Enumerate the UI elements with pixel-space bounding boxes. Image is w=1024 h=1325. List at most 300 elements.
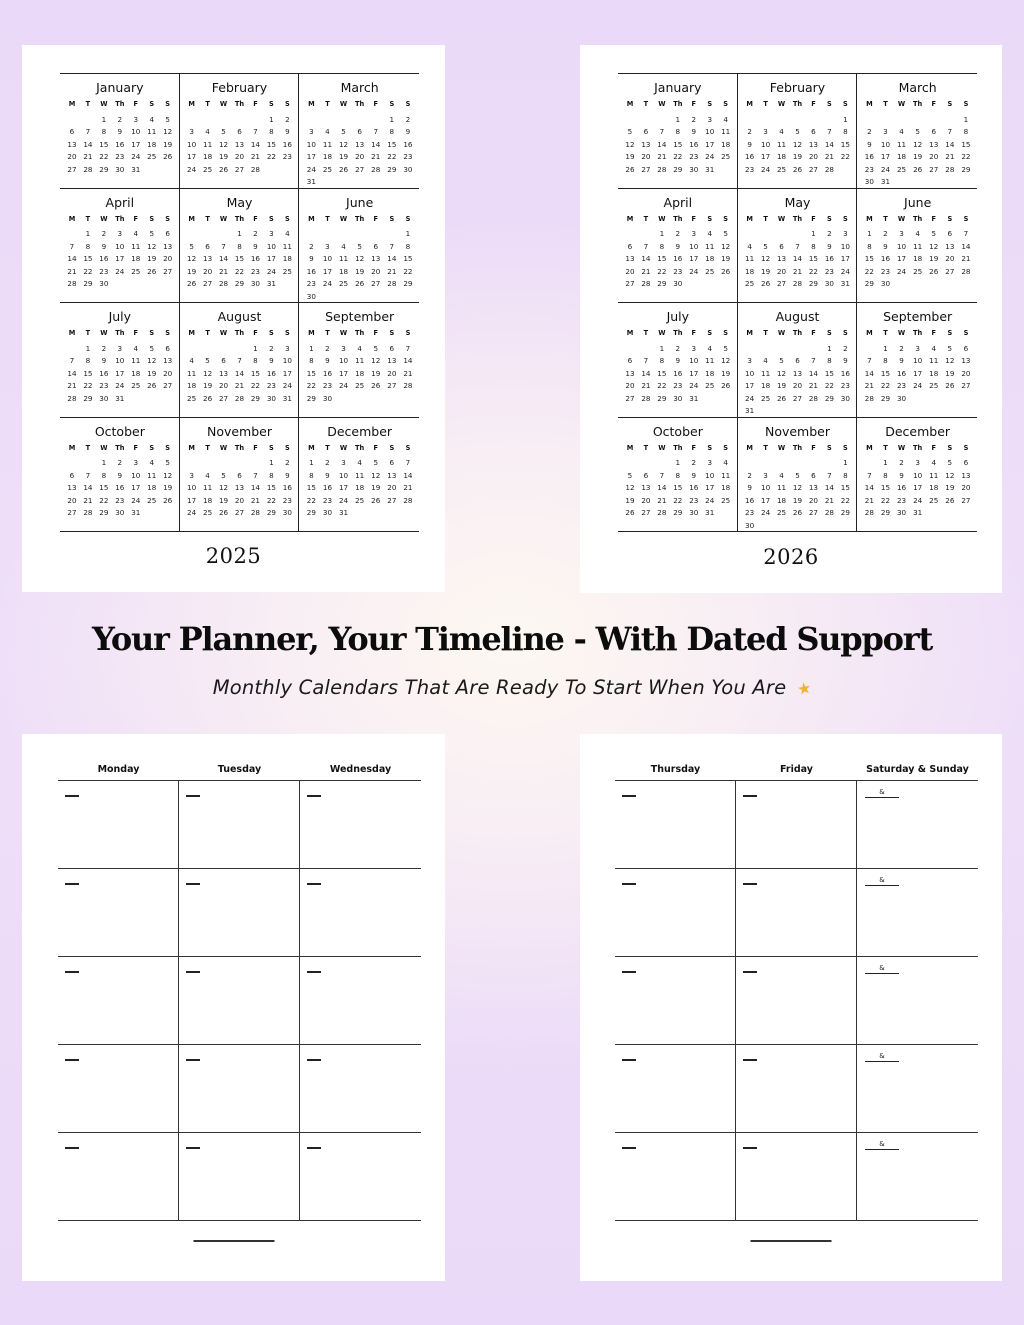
day-number: 12 [371, 356, 381, 365]
month-day-grid [303, 100, 416, 187]
day-number: 17 [705, 483, 715, 492]
day-number: 24 [840, 266, 850, 276]
day-number: 25 [761, 393, 771, 403]
day-number: 4 [285, 229, 290, 238]
day-number: 6 [627, 241, 633, 251]
day-box[interactable] [300, 781, 421, 868]
year-label: 2025 [205, 544, 262, 568]
weekday-abbrev: S [165, 214, 171, 223]
day-number: 20 [163, 368, 173, 378]
day-number: 23 [864, 164, 874, 174]
day-number: 12 [929, 241, 939, 251]
day-number: 28 [83, 164, 93, 174]
day-box[interactable] [300, 957, 421, 1044]
day-number: 28 [792, 279, 803, 288]
day-number: 2 [269, 343, 274, 353]
month-day-grid [861, 100, 974, 187]
day-number: 22 [99, 495, 109, 505]
week-rows [58, 781, 421, 1221]
day-box[interactable] [179, 1133, 300, 1220]
month-april [618, 189, 738, 304]
day-number: 20 [961, 368, 971, 378]
weekend-date-blank: & [865, 1052, 899, 1062]
day-number: 1 [237, 229, 242, 238]
day-number: 9 [101, 241, 107, 251]
day-box[interactable] [179, 957, 300, 1044]
day-number: 9 [747, 139, 752, 149]
day-number: 2 [253, 229, 258, 238]
month-august [738, 303, 858, 418]
empty-day [200, 114, 216, 125]
day-number: 14 [824, 139, 834, 149]
day-box[interactable] [736, 869, 857, 956]
weekend-date-blank: & [865, 1140, 899, 1150]
day-number: 21 [792, 266, 803, 276]
day-number: 24 [131, 495, 141, 505]
day-number: 29 [961, 164, 971, 174]
empty-day [821, 457, 837, 468]
day-number: 14 [403, 470, 413, 480]
day-number: 16 [864, 152, 874, 161]
day-box[interactable] [58, 1133, 179, 1220]
date-blank [743, 795, 757, 797]
day-number: 19 [929, 254, 939, 263]
date-blank [186, 795, 200, 797]
day-box[interactable] [736, 957, 857, 1044]
empty-day [232, 343, 248, 354]
day-number: 8 [309, 356, 314, 365]
weekday-abbrev: Th [673, 329, 683, 337]
day-number: 21 [657, 495, 667, 505]
day-number: 15 [99, 139, 109, 149]
weekday-abbrev: F [133, 329, 139, 337]
weekday-abbrev: W [777, 329, 786, 337]
empty-day [861, 343, 877, 354]
day-number: 10 [115, 241, 125, 251]
day-number: 2 [325, 458, 330, 467]
month-july [60, 303, 180, 418]
day-number: 1 [675, 114, 681, 124]
day-box[interactable] [857, 1045, 978, 1132]
day-number: 15 [266, 483, 276, 492]
day-number: 24 [322, 279, 333, 288]
day-number: 7 [221, 241, 226, 251]
day-number: 25 [203, 508, 213, 517]
day-number: 29 [657, 393, 667, 403]
day-number: 23 [115, 152, 125, 161]
day-number: 29 [99, 164, 109, 174]
day-number: 12 [792, 483, 803, 492]
day-number: 24 [115, 381, 125, 390]
empty-day [319, 114, 335, 125]
day-number: 7 [69, 241, 75, 251]
day-number: 13 [945, 241, 955, 251]
day-box[interactable] [615, 957, 736, 1044]
day-number: 8 [659, 241, 665, 251]
day-box[interactable] [179, 869, 300, 956]
day-number: 15 [266, 139, 276, 149]
weekday-abbrev: T [763, 214, 768, 223]
empty-day [184, 228, 200, 239]
day-number: 1 [883, 458, 888, 467]
day-number: 26 [163, 152, 173, 161]
day-number: 9 [117, 470, 123, 480]
weekday-abbrev: F [811, 100, 816, 108]
empty-day [352, 228, 368, 239]
day-number: 11 [187, 368, 197, 378]
day-number: 10 [880, 139, 891, 149]
day-number: 30 [840, 393, 850, 403]
day-number: 12 [218, 139, 229, 149]
day-number: 22 [403, 266, 413, 276]
day-number: 28 [387, 279, 397, 288]
day-number: 24 [115, 266, 125, 276]
day-number: 17 [745, 381, 755, 390]
day-number: 13 [792, 368, 803, 378]
day-number: 26 [792, 164, 803, 174]
day-number: 23 [673, 266, 683, 276]
day-number: 20 [641, 495, 651, 505]
day-box[interactable] [857, 869, 978, 956]
empty-day [319, 228, 335, 239]
day-number: 5 [627, 127, 633, 136]
day-number: 11 [355, 470, 365, 480]
weekly-grid [58, 764, 421, 1221]
day-number: 16 [880, 254, 891, 263]
month-name: December [885, 423, 951, 439]
day-number: 22 [673, 152, 683, 161]
day-number: 18 [187, 381, 197, 390]
day-number: 25 [776, 164, 787, 174]
day-number: 27 [203, 279, 213, 288]
day-number: 26 [625, 164, 635, 174]
weekly-grid [615, 764, 978, 1221]
day-number: 22 [880, 381, 891, 390]
day-number: 1 [101, 114, 107, 124]
day-number: 24 [761, 164, 771, 174]
day-number: 22 [387, 152, 397, 161]
empty-day [64, 343, 80, 354]
day-number: 14 [657, 139, 667, 149]
weekday-abbrev: M [188, 443, 195, 452]
date-blank [622, 795, 636, 797]
day-number: 6 [69, 127, 75, 136]
day-number: 6 [643, 127, 649, 136]
day-box[interactable] [615, 1045, 736, 1132]
day-number: 23 [282, 495, 292, 505]
day-number: 19 [625, 495, 635, 505]
weekday-abbrev: T [325, 100, 330, 108]
day-number: 4 [325, 127, 330, 136]
day-number: 13 [961, 470, 971, 480]
date-blank [186, 883, 200, 885]
day-number: 9 [405, 127, 411, 136]
date-blank [307, 1059, 321, 1061]
day-box[interactable] [857, 1133, 978, 1220]
day-number: 24 [745, 393, 755, 403]
day-number: 20 [218, 381, 229, 390]
weekday-abbrev: Th [792, 100, 803, 108]
day-box[interactable] [179, 1045, 300, 1132]
day-number: 2 [899, 458, 904, 467]
day-number: 18 [745, 266, 755, 276]
day-box[interactable] [179, 781, 300, 868]
weekday-abbrev: S [389, 329, 395, 337]
day-number: 14 [657, 483, 667, 492]
weekday-abbrev: S [842, 329, 848, 337]
day-number: 15 [840, 483, 850, 492]
day-box[interactable] [857, 781, 978, 868]
day-box[interactable] [58, 957, 179, 1044]
date-blank [743, 971, 757, 973]
month-day-grid [622, 329, 734, 404]
day-number: 2 [883, 229, 888, 238]
day-number: 2 [899, 343, 904, 353]
day-number: 15 [880, 368, 891, 378]
day-box[interactable] [300, 1133, 421, 1220]
day-number: 25 [721, 152, 731, 161]
day-number: 5 [149, 229, 155, 238]
empty-day [861, 114, 877, 125]
day-number: 7 [827, 470, 832, 480]
day-number: 6 [811, 470, 816, 480]
day-number: 1 [309, 458, 314, 467]
day-number: 17 [913, 483, 923, 492]
day-number: 23 [322, 381, 333, 390]
day-number: 6 [931, 127, 937, 136]
weekday-abbrev: W [219, 329, 228, 337]
weekday-abbrev: Th [673, 214, 683, 223]
day-number: 19 [218, 152, 229, 161]
day-number: 8 [389, 127, 395, 136]
month-day-grid [861, 444, 974, 519]
day-number: 27 [641, 508, 651, 517]
day-box[interactable] [58, 1045, 179, 1132]
day-number: 11 [282, 241, 292, 251]
weekday-abbrev: M [626, 329, 634, 337]
day-number: 21 [641, 266, 651, 276]
weekday-abbrev: T [325, 214, 330, 223]
weekday-abbrev: W [100, 214, 108, 223]
day-number: 6 [779, 241, 784, 251]
day-number: 26 [929, 266, 939, 276]
day-box[interactable] [300, 869, 421, 956]
weekday-abbrev: T [763, 443, 768, 452]
empty-day [805, 114, 821, 125]
day-number: 30 [745, 520, 755, 530]
month-day-grid [64, 444, 176, 519]
weekday-header-monday: Monday [97, 764, 140, 775]
day-box[interactable] [615, 781, 736, 868]
day-number: 8 [843, 470, 848, 480]
weekday-abbrev: Th [913, 214, 923, 223]
day-number: 16 [115, 139, 125, 149]
day-number: 14 [641, 368, 651, 378]
week-rows [615, 781, 978, 1221]
day-number: 20 [203, 266, 213, 276]
day-number: 18 [322, 152, 333, 161]
day-number: 31 [705, 508, 715, 517]
weekend-date-blank: & [865, 964, 899, 974]
day-number: 24 [880, 164, 891, 174]
day-number: 26 [721, 266, 731, 276]
day-number: 16 [689, 483, 699, 492]
empty-day [638, 343, 654, 354]
day-number: 11 [147, 470, 157, 480]
day-number: 17 [705, 139, 715, 149]
date-blank [186, 1059, 200, 1061]
weekday-abbrev: S [723, 329, 729, 337]
day-number: 11 [761, 368, 771, 378]
day-box[interactable] [58, 869, 179, 956]
day-number: 13 [218, 368, 229, 378]
day-number: 20 [625, 381, 635, 390]
weekday-abbrev: Th [913, 100, 923, 108]
day-number: 11 [929, 356, 939, 365]
day-number: 12 [147, 241, 157, 251]
day-number: 10 [187, 483, 197, 492]
day-number: 5 [165, 114, 170, 124]
date-blank [65, 971, 79, 973]
day-number: 3 [341, 343, 346, 353]
empty-day [942, 114, 958, 125]
day-box[interactable] [736, 1133, 857, 1220]
day-number: 28 [824, 164, 834, 174]
day-number: 4 [915, 229, 920, 238]
empty-day [894, 114, 910, 125]
day-number: 26 [776, 393, 787, 403]
day-number: 25 [929, 381, 939, 390]
day-number: 13 [929, 139, 939, 149]
weekday-abbrev: S [405, 100, 411, 108]
day-number: 21 [371, 152, 381, 161]
day-number: 20 [929, 152, 939, 161]
day-number: 11 [338, 254, 349, 263]
day-number: 23 [266, 381, 276, 390]
day-number: 14 [83, 483, 93, 492]
day-number: 26 [338, 164, 349, 174]
weekday-abbrev: M [308, 100, 315, 108]
date-blank [307, 1147, 321, 1149]
day-number: 10 [913, 470, 923, 480]
day-box[interactable] [736, 1045, 857, 1132]
day-number: 29 [808, 279, 819, 288]
day-number: 20 [234, 152, 245, 161]
day-number: 24 [187, 164, 197, 174]
day-number: 20 [776, 266, 787, 276]
day-number: 18 [282, 254, 292, 263]
day-number: 27 [387, 495, 397, 505]
day-number: 10 [131, 127, 141, 136]
month-day-grid [303, 215, 416, 302]
day-number: 27 [163, 266, 173, 276]
empty-day [622, 228, 638, 239]
day-number: 9 [675, 356, 681, 365]
day-number: 12 [625, 483, 635, 492]
date-blank [743, 1147, 757, 1149]
day-number: 31 [282, 393, 292, 403]
empty-day [805, 457, 821, 468]
weekday-abbrev: S [707, 443, 713, 452]
weekday-abbrev: M [866, 329, 873, 337]
day-number: 30 [322, 393, 333, 403]
day-number: 28 [945, 164, 955, 174]
day-box[interactable] [615, 869, 736, 956]
day-number: 19 [776, 381, 787, 390]
day-number: 15 [83, 254, 93, 263]
day-number: 22 [657, 381, 667, 390]
day-box[interactable] [857, 957, 978, 1044]
day-number: 29 [824, 393, 834, 403]
day-number: 2 [675, 343, 681, 353]
weekday-abbrev: M [866, 443, 873, 452]
day-number: 3 [117, 229, 123, 238]
day-number: 28 [67, 279, 77, 288]
day-number: 5 [795, 470, 800, 480]
weekday-abbrev: T [85, 214, 91, 223]
day-number: 9 [309, 254, 314, 263]
day-number: 24 [689, 381, 699, 390]
empty-day [184, 343, 200, 354]
empty-day [742, 457, 758, 468]
day-number: 25 [282, 266, 292, 276]
week-row [58, 781, 421, 869]
month-name: August [217, 309, 262, 324]
weekday-abbrev: S [284, 443, 290, 452]
day-box[interactable] [300, 1045, 421, 1132]
day-number: 1 [883, 343, 888, 353]
day-number: 10 [689, 356, 699, 365]
day-number: 21 [824, 495, 834, 505]
day-number: 5 [165, 458, 170, 467]
day-box[interactable] [736, 781, 857, 868]
day-number: 8 [883, 470, 888, 480]
weekday-abbrev: T [205, 443, 210, 452]
day-number: 14 [234, 368, 245, 378]
day-number: 21 [961, 254, 971, 263]
week-row [615, 957, 978, 1045]
day-number: 9 [899, 470, 904, 480]
day-number: 25 [355, 381, 365, 390]
day-number: 11 [776, 483, 787, 492]
day-number: 23 [896, 381, 907, 390]
weekday-abbrev: S [269, 329, 274, 337]
day-number: 19 [721, 254, 731, 263]
day-number: 22 [840, 495, 850, 505]
month-name: September [883, 309, 953, 324]
day-number: 3 [133, 114, 139, 124]
day-number: 31 [266, 279, 276, 288]
day-number: 16 [306, 266, 316, 276]
weekday-abbrev: S [405, 214, 411, 223]
day-box[interactable] [58, 781, 179, 868]
month-day-grid [742, 215, 854, 290]
month-day-grid [303, 444, 416, 519]
day-number: 2 [309, 241, 314, 251]
day-number: 30 [99, 393, 109, 403]
month-day-grid [184, 444, 296, 519]
day-box[interactable] [615, 1133, 736, 1220]
weekday-abbrev: S [842, 443, 848, 452]
day-number: 6 [237, 470, 242, 480]
day-number: 7 [643, 356, 649, 365]
day-number: 28 [641, 279, 651, 288]
month-name: May [784, 194, 811, 210]
day-number: 17 [689, 254, 699, 263]
month-day-grid [742, 329, 854, 416]
weekday-abbrev: S [963, 100, 969, 108]
day-number: 21 [387, 266, 397, 276]
